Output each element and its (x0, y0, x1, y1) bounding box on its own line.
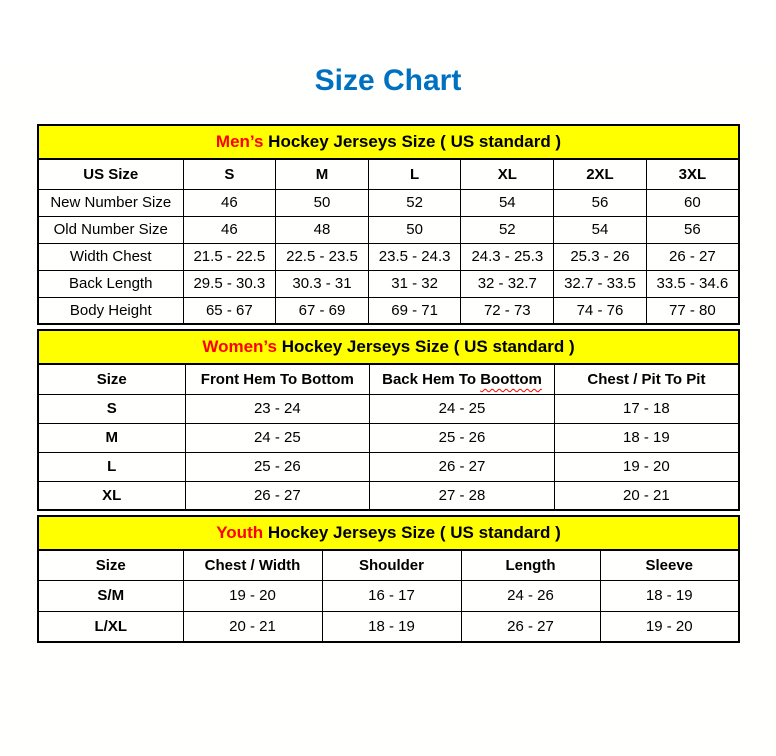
womens-cell-0-2: 17 - 18 (554, 394, 739, 423)
youth-section-header (38, 516, 739, 550)
mens-cell-2-4: 25.3 - 26 (554, 243, 647, 270)
womens-size-table (37, 329, 740, 511)
mens-column-header-0: US Size (38, 159, 183, 189)
mens-cell-3-4: 32.7 - 33.5 (554, 270, 647, 297)
mens-cell-2-0: 21.5 - 22.5 (183, 243, 276, 270)
youth-row-1 (38, 611, 739, 642)
womens-row-label-1: M (38, 423, 185, 452)
womens-row-0 (38, 394, 739, 423)
mens-row-1 (38, 216, 739, 243)
womens-column-header-3: Chest / Pit To Pit (554, 364, 739, 394)
mens-cell-2-2: 23.5 - 24.3 (368, 243, 461, 270)
womens-cell-2-2: 19 - 20 (554, 452, 739, 481)
womens-column-header-1: Front Hem To Bottom (185, 364, 370, 394)
youth-column-header-3: Length (461, 550, 600, 580)
mens-cell-4-3: 72 - 73 (461, 297, 554, 324)
mens-row-label-3: Back Length (38, 270, 183, 297)
youth-section-highlight: Youth (216, 523, 264, 542)
womens-row-2 (38, 452, 739, 481)
womens-section-title: Hockey Jerseys Size ( US standard ) (276, 337, 575, 356)
womens-column-header-2: Back Hem To Boottom (370, 364, 555, 394)
mens-cell-0-0: 46 (183, 189, 276, 216)
mens-row-4 (38, 297, 739, 324)
youth-row-label-0: S/M (38, 580, 183, 611)
womens-row-label-3: XL (38, 481, 185, 510)
womens-cell-3-1: 27 - 28 (370, 481, 555, 510)
youth-cell-1-0: 20 - 21 (183, 611, 322, 642)
mens-cell-4-2: 69 - 71 (368, 297, 461, 324)
mens-column-header-3: L (368, 159, 461, 189)
womens-row-label-2: L (38, 452, 185, 481)
mens-cell-0-4: 56 (554, 189, 647, 216)
womens-cell-1-0: 24 - 25 (185, 423, 370, 452)
youth-column-header-4: Sleeve (600, 550, 739, 580)
mens-section-title: Hockey Jerseys Size ( US standard ) (263, 132, 562, 151)
mens-cell-0-2: 52 (368, 189, 461, 216)
youth-cell-1-3: 19 - 20 (600, 611, 739, 642)
mens-column-header-2: M (276, 159, 369, 189)
youth-cell-1-1: 18 - 19 (322, 611, 461, 642)
womens-cell-1-2: 18 - 19 (554, 423, 739, 452)
mens-row-3 (38, 270, 739, 297)
mens-cell-1-2: 50 (368, 216, 461, 243)
mens-row-2 (38, 243, 739, 270)
youth-cell-0-2: 24 - 26 (461, 580, 600, 611)
mens-cell-4-0: 65 - 67 (183, 297, 276, 324)
mens-row-label-0: New Number Size (38, 189, 183, 216)
mens-cell-1-0: 46 (183, 216, 276, 243)
mens-size-table (37, 124, 740, 325)
youth-cell-0-3: 18 - 19 (600, 580, 739, 611)
mens-column-header-5: 2XL (554, 159, 647, 189)
womens-cell-2-1: 26 - 27 (370, 452, 555, 481)
size-chart-page (0, 64, 776, 756)
mens-section-highlight: Men’s (215, 132, 264, 151)
mens-row-label-1: Old Number Size (38, 216, 183, 243)
misspelled-word: Boottom (480, 370, 542, 388)
mens-cell-4-5: 77 - 80 (646, 297, 739, 324)
mens-cell-4-4: 74 - 76 (554, 297, 647, 324)
youth-row-0 (38, 580, 739, 611)
mens-column-header-1: S (183, 159, 276, 189)
mens-cell-3-1: 30.3 - 31 (276, 270, 369, 297)
youth-row-label-1: L/XL (38, 611, 183, 642)
youth-column-header-1: Chest / Width (183, 550, 322, 580)
size-tables-container (37, 124, 740, 643)
womens-row-label-0: S (38, 394, 185, 423)
womens-cell-0-1: 24 - 25 (370, 394, 555, 423)
mens-row-label-2: Width Chest (38, 243, 183, 270)
mens-cell-2-5: 26 - 27 (646, 243, 739, 270)
mens-cell-1-1: 48 (276, 216, 369, 243)
mens-row-label-4: Body Height (38, 297, 183, 324)
mens-cell-0-5: 60 (646, 189, 739, 216)
womens-cell-2-0: 25 - 26 (185, 452, 370, 481)
womens-section-header (38, 330, 739, 364)
youth-column-header-0: Size (38, 550, 183, 580)
youth-column-header-2: Shoulder (322, 550, 461, 580)
mens-section-header (38, 125, 739, 159)
mens-cell-3-0: 29.5 - 30.3 (183, 270, 276, 297)
womens-section-highlight: Women’s (202, 337, 277, 356)
mens-cell-3-3: 32 - 32.7 (461, 270, 554, 297)
mens-cell-0-3: 54 (461, 189, 554, 216)
mens-cell-4-1: 67 - 69 (276, 297, 369, 324)
mens-cell-1-3: 52 (461, 216, 554, 243)
womens-row-3 (38, 481, 739, 510)
womens-column-header-0: Size (38, 364, 185, 394)
page-title: Size Chart (314, 64, 462, 97)
womens-cell-3-0: 26 - 27 (185, 481, 370, 510)
youth-cell-0-0: 19 - 20 (183, 580, 322, 611)
youth-cell-0-1: 16 - 17 (322, 580, 461, 611)
mens-row-0 (38, 189, 739, 216)
mens-cell-3-5: 33.5 - 34.6 (646, 270, 739, 297)
womens-cell-3-2: 20 - 21 (554, 481, 739, 510)
mens-cell-1-5: 56 (646, 216, 739, 243)
womens-cell-0-0: 23 - 24 (185, 394, 370, 423)
mens-cell-0-1: 50 (276, 189, 369, 216)
mens-cell-2-1: 22.5 - 23.5 (276, 243, 369, 270)
youth-size-table (37, 515, 740, 643)
mens-column-header-6: 3XL (646, 159, 739, 189)
womens-row-1 (38, 423, 739, 452)
youth-cell-1-2: 26 - 27 (461, 611, 600, 642)
mens-cell-3-2: 31 - 32 (368, 270, 461, 297)
mens-cell-2-3: 24.3 - 25.3 (461, 243, 554, 270)
womens-cell-1-1: 25 - 26 (370, 423, 555, 452)
mens-cell-1-4: 54 (554, 216, 647, 243)
youth-section-title: Hockey Jerseys Size ( US standard ) (263, 523, 561, 542)
mens-column-header-4: XL (461, 159, 554, 189)
